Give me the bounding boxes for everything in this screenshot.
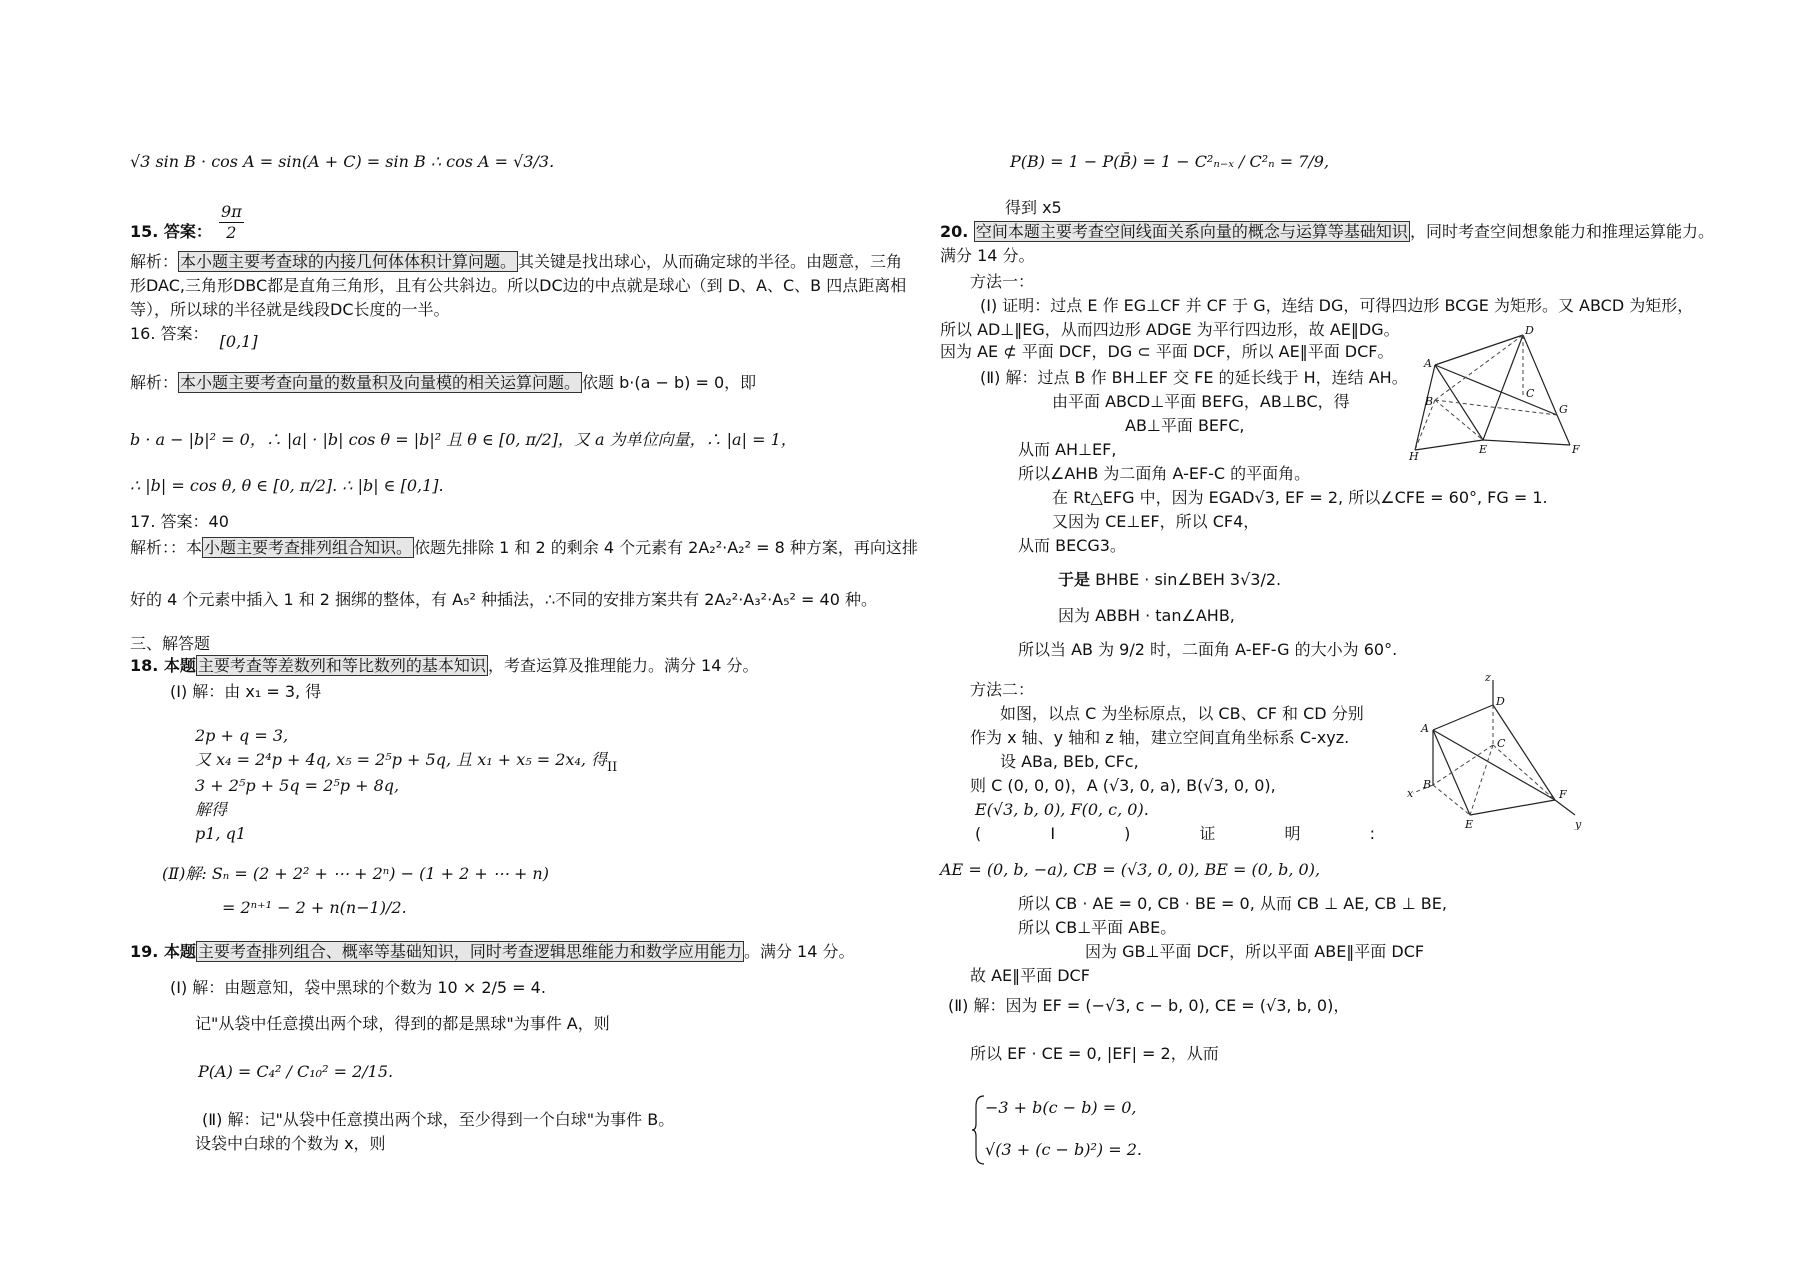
fig2-label-B: B	[1423, 778, 1432, 791]
q20-rest: ，同时考查空间想象能力和推理运算能力。	[1409, 222, 1714, 241]
m2-line-5: E(√3, b, 0), F(0, c, 0).	[975, 800, 1149, 819]
m1-line-1: (Ⅰ) 证明：过点 E 作 EG⊥CF 并 CF 于 G，连结 DG，可得四边形 BCGE 为矩形。又 ABCD 为矩形，	[980, 296, 1694, 315]
q18-pre: 18. 本题	[130, 656, 196, 675]
q18-line-6: p1, q1	[195, 824, 247, 843]
q19-highlight: 主要考查排列组合、概率等基础知识，同时考查逻辑思维能力和数学应用能力	[197, 942, 742, 961]
m1-line-6: AB⊥平面 BEFC,	[1125, 416, 1245, 435]
fig1-label-D: D	[1525, 325, 1534, 337]
m2-line-8: 所以 CB · AE = 0, CB · BE = 0, 从而 CB ⊥ AE, CB ⊥ BE,	[1018, 894, 1447, 913]
q16-analysis-2: b · a − |b|² = 0，∴ |a| · |b| cos θ = |b|² 且 θ ∈ [0, π/2]，又 a 为单位向量，∴ |a| = 1，	[130, 430, 797, 449]
m2-line-4: 则 C (0, 0, 0)，A (√3, 0, a), B(√3, 0, 0),	[970, 776, 1276, 795]
fig2-label-x: x	[1407, 787, 1414, 800]
method-2-heading: 方法二：	[970, 680, 1035, 699]
fig1-label-H: H	[1409, 450, 1419, 460]
m2-line-13: 所以 EF · CE = 0, |EF| = 2，从而	[970, 1044, 1219, 1063]
m2-line-9: 所以 CB⊥平面 ABE。	[1018, 918, 1177, 937]
system-brace	[972, 1094, 986, 1166]
q19-line-5: 设袋中白球的个数为 x，则	[195, 1134, 386, 1153]
q15-analysis-2: 形DAC,三角形DBC都是直角三角形，且有公共斜边。所以DC边的中点就是球心（到 D、A、C、B 四点距离相	[130, 276, 907, 295]
fig1-label-G: G	[1559, 403, 1568, 416]
q19-line-1: (Ⅰ) 解：由题意知，袋中黑球的个数为 10 × 2/5 = 4.	[170, 978, 546, 997]
m2-line-3: 设 ABa, BEb, CFc,	[1000, 752, 1139, 771]
figure-method-1	[1405, 325, 1595, 460]
q16-highlight: 本小题主要考查向量的数量积及向量模的相关运算问题。	[180, 373, 581, 392]
q19-heading	[130, 942, 854, 962]
q16-value: [0,1]	[219, 332, 258, 351]
q15-num: 9π	[221, 202, 242, 221]
fig1-label-B: B	[1425, 395, 1434, 408]
q18-line-2: 2p + q = 3,	[195, 726, 289, 745]
fig2-label-A: A	[1421, 722, 1429, 735]
m2-line-15: √(3 + (c − b)²) = 2.	[985, 1140, 1142, 1159]
m1-line-14: 所以当 AB 为 9/2 时，二面角 A-EF-G 的大小为 60°.	[1018, 640, 1398, 659]
q15-den: 2	[226, 223, 237, 242]
q15-analysis-3: 等），所以球的半径就是线段DC长度的一半。	[130, 300, 450, 319]
q16-pre: 解析：	[130, 373, 179, 392]
m2-l6-2: )	[1124, 824, 1131, 843]
fig2-label-E: E	[1465, 818, 1474, 830]
q16-analysis-3: ∴ |b| = cos θ, θ ∈ [0, π/2]. ∴ |b| ∈ [0,1].	[130, 476, 444, 495]
result-x5: 得到 x5	[1005, 198, 1062, 217]
m2-l6-5: :	[1369, 824, 1375, 843]
q15-answer-fraction	[219, 202, 244, 243]
m1-line-5: 由平面 ABCD⊥平面 BEFG，AB⊥BC，得	[1052, 392, 1350, 411]
q15-label: 15. 答案：	[130, 222, 212, 241]
q15-highlight: 本小题主要考查球的内接几何体体积计算问题。	[180, 252, 517, 271]
q19-pre: 19. 本题	[130, 942, 196, 961]
m1-line-7: 从而 AH⊥EF,	[1018, 440, 1117, 459]
m2-line-12: (Ⅱ) 解：因为 EF = (−√3, c − b, 0), CE = (√3, b, 0)，	[948, 996, 1350, 1015]
q18-line-7: (Ⅱ)解: Sₙ = (2 + 2² + ⋯ + 2ⁿ) − (1 + 2 + ⋯ + n)	[162, 864, 549, 883]
fig2-label-F: F	[1559, 788, 1567, 801]
q17-analysis-2: 好的 4 个元素中插入 1 和 2 捆绑的整体，有 A₅² 种插法，∴不同的安排方案共有 2A₂²·A₃²·A₅² = 40 种。	[130, 590, 877, 609]
q18-heading	[130, 656, 758, 676]
q18-rest: ，考查运算及推理能力。满分 14 分。	[487, 656, 759, 675]
q18-line-4: 3 + 2⁵p + 5q = 2⁵p + 8q,	[195, 776, 400, 795]
m2-l6-1: Ⅰ	[1050, 824, 1056, 843]
q19-rest: 。满分 14 分。	[743, 942, 855, 961]
m1-line-9: 在 Rt△EFG 中，因为 EGAD√3, EF = 2, 所以∠CFE = 60°, FG = 1.	[1052, 488, 1548, 507]
m1-line-10: 又因为 CE⊥EF，所以 CF4，	[1052, 512, 1260, 531]
q16-answer	[130, 324, 258, 351]
m1-line-4: (Ⅱ) 解：过点 B 作 BH⊥EF 交 FE 的延长线于 H，连结 AH。	[980, 368, 1408, 387]
q18-line-3-text: 又 x₄ = 2⁴p + 4q, x₅ = 2⁵p + 5q, 且 x₁ + x₅ = 2x₄, 得	[195, 750, 608, 769]
m2-l6-4: 明	[1284, 824, 1301, 843]
m1-line-2: 所以 AD⊥‖EG，从而四边形 ADGE 为平行四边形，故 AE‖DG。	[940, 320, 1400, 339]
m2-line-2: 作为 x 轴、y 轴和 z 轴，建立空间直角坐标系 C-xyz.	[970, 728, 1350, 747]
m1-line-13: 因为 ABBH · tan∠AHB,	[1058, 606, 1235, 625]
m2-line-14: −3 + b(c − b) = 0,	[985, 1098, 1137, 1117]
q17-analysis-1	[130, 538, 918, 558]
m2-l6-0: (	[975, 824, 982, 843]
q19-line-3: P(A) = C₄² / C₁₀² = 2/15.	[198, 1062, 394, 1081]
q17-answer: 17. 答案：40	[130, 512, 229, 531]
fig1-label-C: C	[1526, 387, 1535, 400]
m1-line-12-text: BHBE · sin∠BEH 3√3/2.	[1095, 570, 1282, 589]
m2-line-1: 如图，以点 C 为坐标原点，以 CB、CF 和 CD 分别	[1000, 704, 1364, 723]
q20-pre: 20.	[940, 222, 974, 241]
m2-l6-3: 证	[1199, 824, 1216, 843]
q15-analysis-1	[130, 252, 902, 272]
fig1-label-A: A	[1424, 357, 1432, 370]
q17-pre: 解析：：本	[130, 538, 203, 557]
q16-rest: 依题 b·(a − b) = 0，即	[582, 373, 757, 392]
q15-pre: 解析：	[130, 252, 179, 271]
q18-highlight: 主要考查等差数列和等比数列的基本知识	[197, 656, 486, 675]
m1-line-12-pre: 于是	[1058, 570, 1091, 589]
m1-line-3: 因为 AE ⊄ 平面 DCF，DG ⊂ 平面 DCF，所以 AE‖平面 DCF。	[940, 342, 1394, 361]
fig2-label-D: D	[1496, 695, 1505, 708]
q15-rest: 其关键是找出球心，从而确定球的半径。由题意，三角	[518, 252, 903, 271]
figure-method-2	[1405, 675, 1590, 830]
q19-line-2: 记"从袋中任意摸出两个球，得到的都是黑球"为事件 A，则	[195, 1014, 610, 1033]
fig2-label-z: z	[1485, 675, 1491, 684]
fig1-label-F: F	[1572, 443, 1580, 456]
method-1-heading: 方法一：	[970, 272, 1035, 291]
q18-line-3	[195, 750, 618, 775]
q16-label: 16. 答案：	[130, 324, 209, 343]
q17-highlight: 小题主要考查排列组合知识。	[204, 538, 413, 557]
q18-line-5: 解得	[195, 800, 228, 819]
m1-line-12	[1058, 570, 1281, 590]
m2-line-11: 故 AE‖平面 DCF	[970, 966, 1090, 985]
eq-cosA: √3 sin B · cos A = sin(A + C) = sin B ∴ cos A = √3/3.	[130, 152, 555, 171]
q19-line-4: (Ⅱ) 解：记"从袋中任意摸出两个球，至少得到一个白球"为事件 B。	[202, 1110, 675, 1129]
eq-PB: P(B) = 1 − P(B̄) = 1 − C²ₙ₋ₓ / C²ₙ = 7/9,	[1010, 152, 1330, 171]
q16-analysis-1	[130, 373, 756, 393]
q20-highlight: 空间本题主要考查空间线面关系向量的概念与运算等基础知识	[975, 222, 1408, 241]
fig2-label-y: y	[1575, 818, 1582, 830]
q18-line-1: (Ⅰ) 解：由 x₁ = 3, 得	[170, 682, 322, 701]
m1-line-8: 所以∠AHB 为二面角 A-EF-C 的平面角。	[1018, 464, 1311, 483]
q20-score: 满分 14 分。	[940, 246, 1035, 265]
q18-line-3-mark: II	[607, 760, 618, 775]
section-3-heading: 三、解答题	[130, 634, 211, 653]
m2-line-7: AE = (0, b, −a), CB = (√3, 0, 0), BE = (0, b, 0),	[940, 860, 1321, 879]
m2-line-10: 因为 GB⊥平面 DCF，所以平面 ABE‖平面 DCF	[1085, 942, 1425, 961]
q17-rest: 依题先排除 1 和 2 的剩余 4 个元素有 2A₂²·A₂² = 8 种方案，再向这排	[414, 538, 918, 557]
q20-heading	[940, 222, 1714, 242]
fig2-label-C: C	[1497, 737, 1506, 750]
m1-line-11: 从而 BECG3。	[1018, 536, 1126, 555]
fig1-label-E: E	[1479, 443, 1488, 456]
m2-line-6	[975, 824, 1375, 844]
q18-line-8: = 2ⁿ⁺¹ − 2 + n(n−1)/2.	[222, 898, 407, 917]
